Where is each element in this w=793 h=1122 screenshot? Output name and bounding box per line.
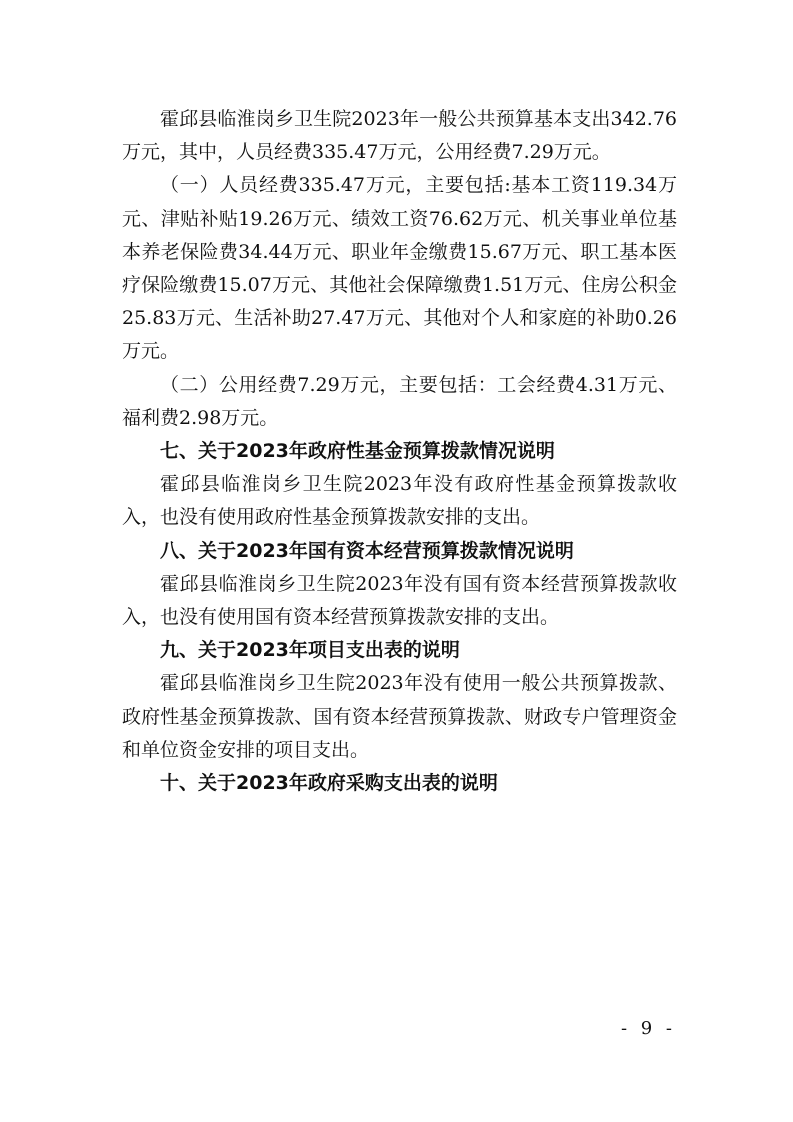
state-capital-paragraph: 霍邱县临淮岗乡卫生院2023年没有国有资本经营预算拨款收入，也没有使用国有资本经营预算拨款安排的支出。 [122,572,677,629]
government-fund-paragraph: 霍邱县临淮岗乡卫生院2023年没有政府性基金预算拨款收入，也没有使用政府性基金预算拨款安排的支出。 [122,473,677,529]
page-number: - 9 - [620,1018,676,1039]
project-expenditure-paragraph: 霍邱县临淮岗乡卫生院2023年没有使用一般公共预算拨款、政府性基金预算拨款、国有资本经营预算拨款、财政专户管理资金和单位资金安排的项目支出。 [122,672,677,761]
section-heading-9: 九、关于2023年项目支出表的说明 [160,639,460,662]
section-heading-7: 七、关于2023年政府性基金预算拨款情况说明 [160,440,555,463]
public-expenses-paragraph: （二）公用经费7.29万元，主要包括：工会经费4.31万元、福利费2.98万元。 [122,373,677,429]
basic-expenditure-paragraph: 霍邱县临淮岗乡卫生院2023年一般公共预算基本支出342.76万元，其中，人员经费335.47万元，公用经费7.29万元。 [122,108,677,164]
section-heading-10: 十、关于2023年政府采购支出表的说明 [160,772,498,795]
personnel-expenses-paragraph: （一）人员经费335.47万元，主要包括:基本工资119.34万元、津贴补贴19.26万元、绩效工资76.62万元、机关事业单位基本养老保险费34.44万元、职业年金缴费15.67万元、职工基本医疗保险缴费15.07万元、其他社会保障缴费1.51万元、住房公积金25.83万元、生活补助27.47万元、其他对个人和家庭的补助0.26万元。 [122,174,677,363]
section-heading-8: 八、关于2023年国有资本经营预算拨款情况说明 [160,539,574,562]
document-body [122,103,677,800]
